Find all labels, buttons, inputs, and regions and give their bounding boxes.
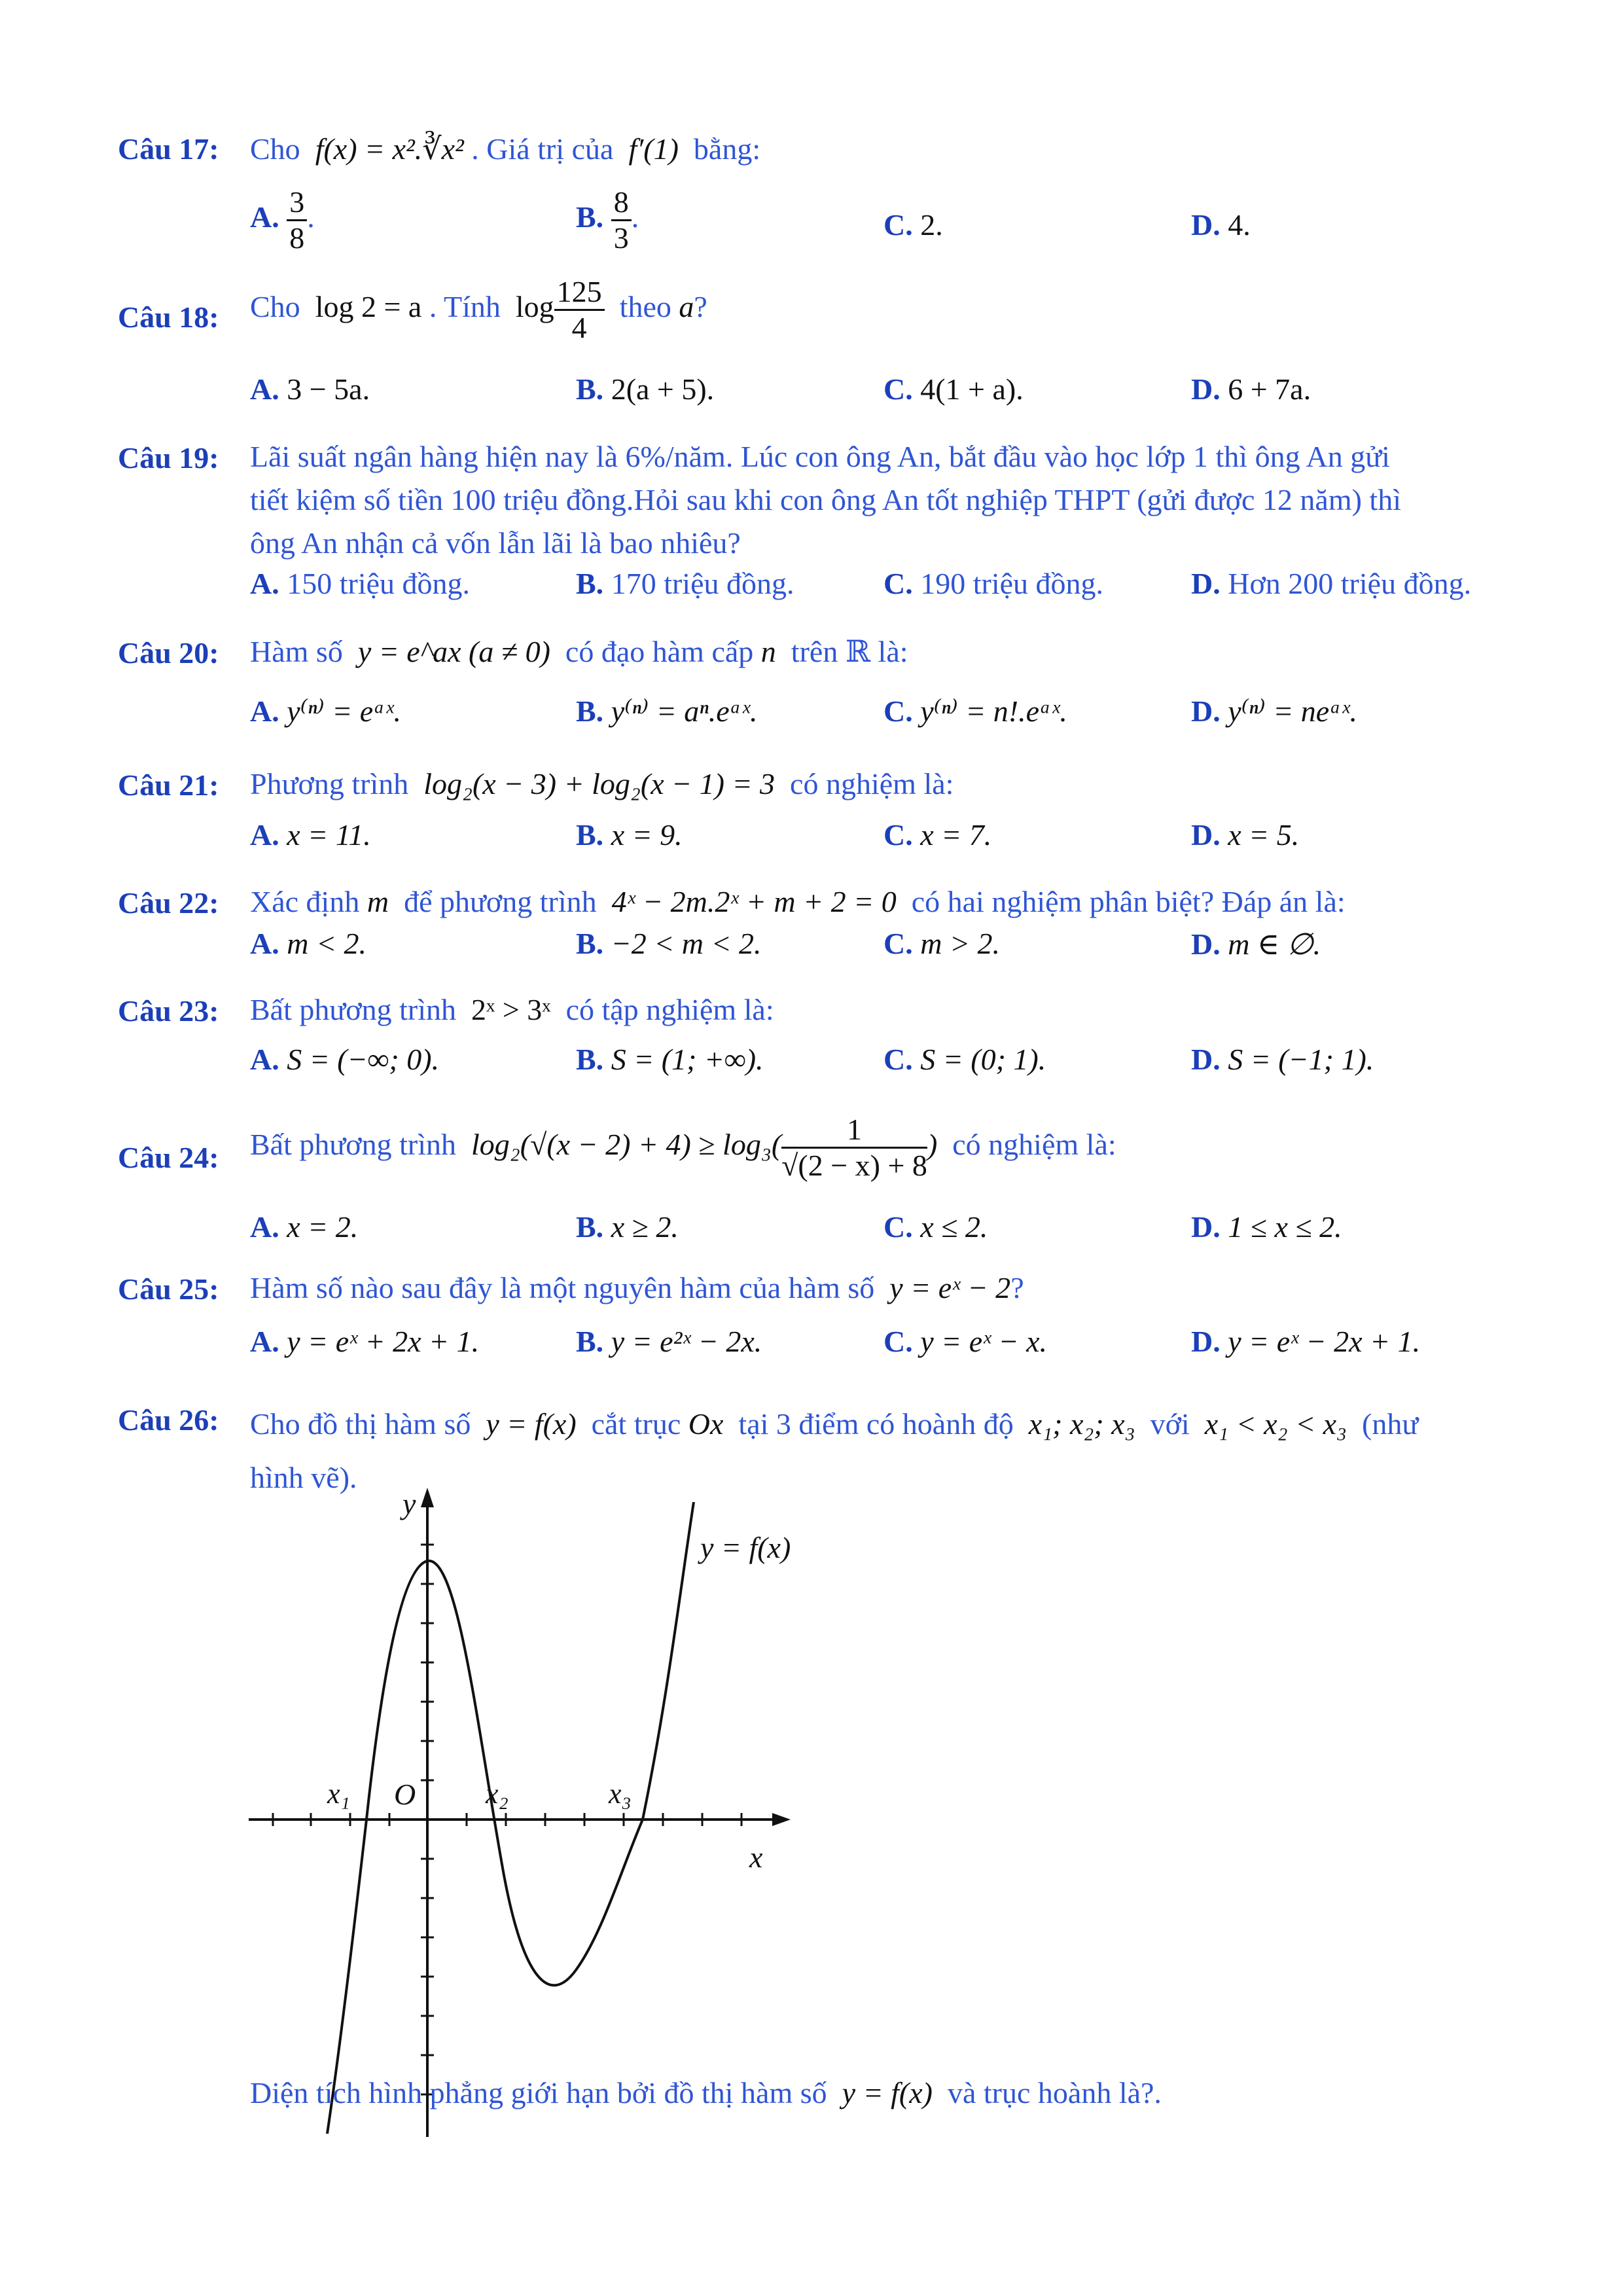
question-stem: Hàm số nào sau đây là một nguyên hàm của hàm số y = eˣ − 2? (250, 1271, 1024, 1304)
question-20 (0, 630, 1623, 748)
option-d[interactable]: D. Hơn 200 triệu đồng. (1191, 567, 1472, 600)
option-c[interactable]: C. 2. (883, 208, 943, 242)
question-stem: Lãi suất ngân hàng hiện nay là 6%/năm. Lúc con ông An, bắt đầu vào học lớp 1 thì ông An gửi tiết kiệm số tiền 100 triệu đồng.Hỏi sau khi con ông An tốt nghiệp THPT (gửi được 12 năm) thì ông An nhận cả vốn lẫn lãi là bao nhiêu? (250, 440, 1401, 560)
question-stem: Bất phương trình 2ˣ > 3ˣ có tập nghiệm là: (250, 993, 774, 1026)
option-b[interactable]: B. x = 9. (576, 818, 683, 852)
option-c[interactable]: C. x = 7. (883, 818, 992, 852)
question-label: Câu 24: (118, 1141, 219, 1174)
question-21 (0, 762, 1623, 874)
question-stem: Xác định m để phương trình 4ˣ − 2m.2ˣ + m + 2 = 0 có hai nghiệm phân biệt? Đáp án là: (250, 885, 1346, 918)
option-c[interactable]: C. y⁽ⁿ⁾ = n!.eᵃˣ. (883, 694, 1067, 728)
question-label: Câu 22: (118, 886, 219, 920)
option-a[interactable]: A. S = (−∞; 0). (250, 1043, 440, 1076)
question-label: Câu 26: (118, 1403, 219, 1437)
question-17 (0, 128, 1623, 278)
option-d[interactable]: D. x = 5. (1191, 818, 1300, 852)
option-a[interactable]: A. x = 2. (250, 1210, 359, 1244)
option-b[interactable]: B. −2 < m < 2. (576, 927, 762, 960)
question-stem: Cho log 2 = a . Tính log $\frac{125}{4}$ theo a? (250, 275, 707, 344)
question-label: Câu 19: (118, 441, 219, 475)
option-d[interactable]: D. 4. (1191, 208, 1251, 242)
question-22 (0, 880, 1623, 985)
option-d[interactable]: D. S = (−1; 1). (1191, 1043, 1374, 1076)
question-25 (0, 1266, 1623, 1384)
question-stem: Hàm số y = e^ax (a ≠ 0) có đạo hàm cấp n trên ℝ là: (250, 635, 908, 668)
question-stem: Phương trình log₂(x − 3) + log₂(x − 1) = 3 có nghiệm là: (250, 767, 954, 800)
y-axis-arrow (421, 1488, 434, 1507)
option-a[interactable]: A. x = 11. (250, 818, 371, 852)
option-c[interactable]: C. m > 2. (883, 927, 1000, 960)
option-c[interactable]: C. y = eˣ − x. (883, 1325, 1048, 1358)
question-24 (0, 1113, 1623, 1257)
option-a[interactable]: A. m < 2. (250, 927, 366, 960)
function-curve (327, 1502, 694, 2134)
option-d[interactable]: D. m ∈ ∅. (1191, 927, 1321, 961)
x-axis-arrow (772, 1813, 791, 1826)
question-stem: Cho f(x) = x².∛x² . Giá trị của f′(1) bằng: (250, 132, 761, 166)
question-18 (0, 275, 1623, 425)
option-c[interactable]: C. 4(1 + a). (883, 372, 1024, 406)
option-a[interactable]: A. $\frac{3}{8}$ . (250, 185, 315, 255)
question-stem: Bất phương trình log₂(√(x − 2) + 4) ≥ log₃( $\frac{1}{√(2 - x) + 8}$ ) có nghiệm là: (250, 1113, 1116, 1182)
option-d[interactable]: D. y⁽ⁿ⁾ = neᵃˣ. (1191, 694, 1358, 728)
option-a[interactable]: A. y⁽ⁿ⁾ = eᵃˣ. (250, 694, 402, 728)
origin-label: O (394, 1778, 416, 1811)
root-label-x2: x₂ (486, 1778, 508, 1810)
question-label: Câu 20: (118, 636, 219, 670)
option-b[interactable]: B. 170 triệu đồng. (576, 567, 794, 600)
option-b[interactable]: B. y⁽ⁿ⁾ = aⁿ.eᵃˣ. (576, 694, 758, 728)
question-stem: Cho đồ thị hàm số y = f(x) cắt trục Ox tại 3 điểm có hoành độ x₁; x₂; x₃ với x₁ < x₂ < x₃ (như hình vẽ). (250, 1407, 1419, 1494)
question-label: Câu 21: (118, 768, 219, 802)
question-19 (0, 435, 1623, 625)
question-26 (0, 1397, 1623, 2215)
option-a[interactable]: A. 150 triệu đồng. (250, 567, 471, 600)
option-b[interactable]: B. x ≥ 2. (576, 1210, 679, 1244)
option-d[interactable]: D. y = eˣ − 2x + 1. (1191, 1325, 1421, 1358)
question-label: Câu 23: (118, 994, 219, 1028)
question-final-prompt: Diện tích hình phẳng giới hạn bởi đồ thị hàm số y = f(x) và trục hoành là?. (250, 2076, 1162, 2109)
option-d[interactable]: D. 6 + 7a. (1191, 372, 1311, 406)
curve-label: y = f(x) (700, 1531, 791, 1564)
function-graph (242, 1482, 831, 2137)
option-a[interactable]: A. y = eˣ + 2x + 1. (250, 1325, 480, 1358)
question-label: Câu 17: (118, 132, 219, 166)
y-axis-label: y (402, 1487, 416, 1520)
question-23 (0, 988, 1623, 1113)
option-c[interactable]: C. x ≤ 2. (883, 1210, 988, 1244)
option-b[interactable]: B. 2(a + 5). (576, 372, 715, 406)
question-label: Câu 18: (118, 300, 219, 334)
root-label-x3: x₃ (609, 1778, 632, 1810)
option-c[interactable]: C. 190 triệu đồng. (883, 567, 1104, 600)
option-d[interactable]: D. 1 ≤ x ≤ 2. (1191, 1210, 1342, 1244)
option-b[interactable]: B. $\frac{8}{3}$ . (576, 185, 639, 255)
question-label: Câu 25: (118, 1272, 219, 1306)
option-a[interactable]: A. 3 − 5a. (250, 372, 370, 406)
option-b[interactable]: B. y = e²ˣ − 2x. (576, 1325, 762, 1358)
x-axis-label: x (749, 1840, 763, 1874)
option-c[interactable]: C. S = (0; 1). (883, 1043, 1046, 1076)
root-label-x1: x₁ (327, 1778, 350, 1810)
option-b[interactable]: B. S = (1; +∞). (576, 1043, 764, 1076)
